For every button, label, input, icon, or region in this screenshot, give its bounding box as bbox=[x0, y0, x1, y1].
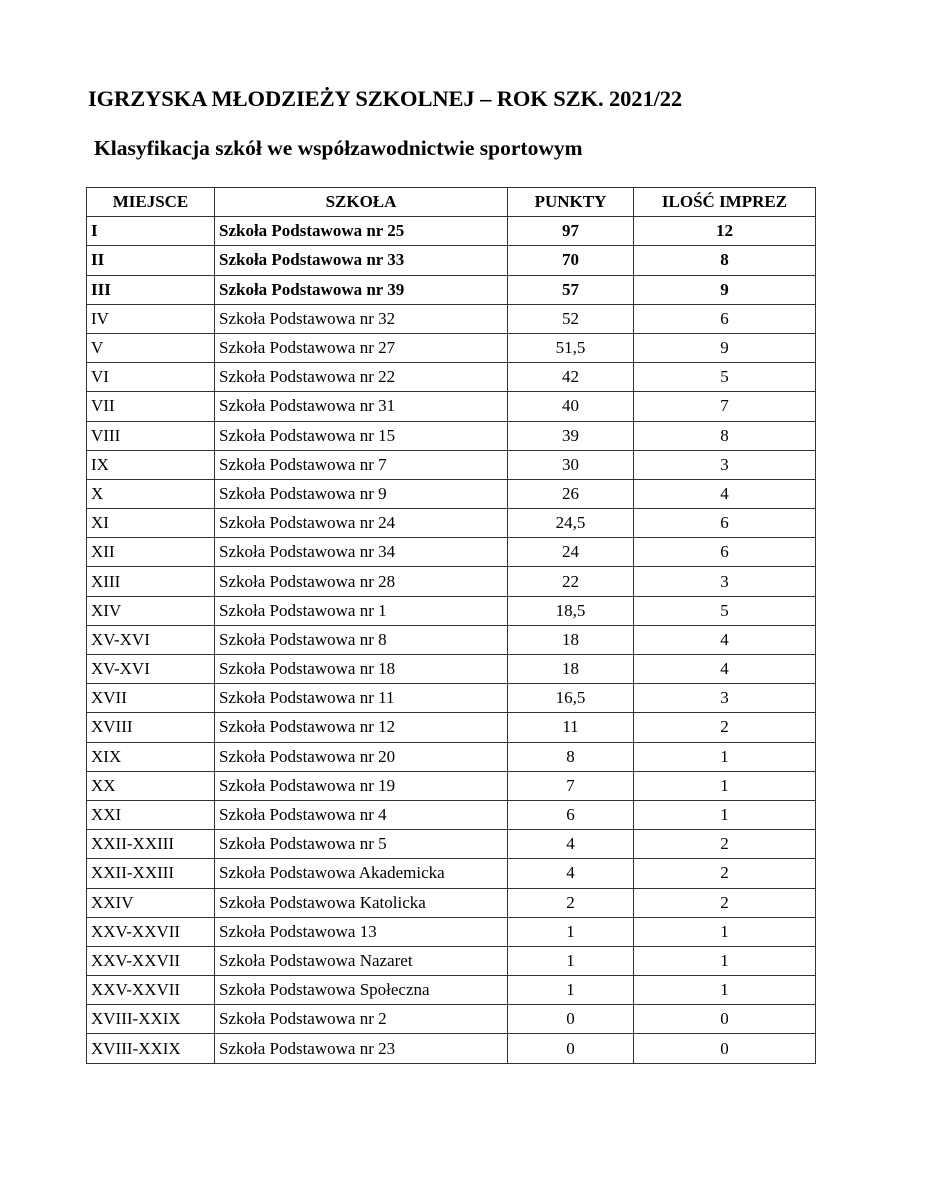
place-cell: II bbox=[87, 246, 215, 275]
points-cell: 8 bbox=[508, 742, 634, 771]
place-cell: XXI bbox=[87, 800, 215, 829]
header-place: MIEJSCE bbox=[87, 188, 215, 217]
school-cell: Szkoła Podstawowa nr 19 bbox=[215, 771, 508, 800]
table-row bbox=[87, 713, 816, 742]
place-cell: I bbox=[87, 217, 215, 246]
table-row bbox=[87, 421, 816, 450]
place-cell: XXIV bbox=[87, 888, 215, 917]
points-cell: 2 bbox=[508, 888, 634, 917]
place-cell: XVIII-XXIX bbox=[87, 1034, 215, 1063]
events-cell: 1 bbox=[634, 946, 816, 975]
school-cell: Szkoła Podstawowa Katolicka bbox=[215, 888, 508, 917]
place-cell: XXV-XXVII bbox=[87, 917, 215, 946]
place-cell: X bbox=[87, 479, 215, 508]
school-cell: Szkoła Podstawowa nr 32 bbox=[215, 304, 508, 333]
events-cell: 1 bbox=[634, 976, 816, 1005]
school-cell: Szkoła Podstawowa nr 15 bbox=[215, 421, 508, 450]
table-row bbox=[87, 450, 816, 479]
place-cell: XIV bbox=[87, 596, 215, 625]
table-row bbox=[87, 859, 816, 888]
events-cell: 3 bbox=[634, 567, 816, 596]
points-cell: 6 bbox=[508, 800, 634, 829]
school-cell: Szkoła Podstawowa nr 20 bbox=[215, 742, 508, 771]
events-cell: 9 bbox=[634, 275, 816, 304]
school-cell: Szkoła Podstawowa nr 31 bbox=[215, 392, 508, 421]
place-cell: XI bbox=[87, 509, 215, 538]
points-cell: 57 bbox=[508, 275, 634, 304]
school-cell: Szkoła Podstawowa 13 bbox=[215, 917, 508, 946]
points-cell: 1 bbox=[508, 946, 634, 975]
table-row bbox=[87, 392, 816, 421]
school-cell: Szkoła Podstawowa Społeczna bbox=[215, 976, 508, 1005]
points-cell: 7 bbox=[508, 771, 634, 800]
events-cell: 3 bbox=[634, 450, 816, 479]
school-cell: Szkoła Podstawowa nr 33 bbox=[215, 246, 508, 275]
points-cell: 97 bbox=[508, 217, 634, 246]
place-cell: XV-XVI bbox=[87, 625, 215, 654]
points-cell: 24 bbox=[508, 538, 634, 567]
school-cell: Szkoła Podstawowa nr 27 bbox=[215, 333, 508, 362]
points-cell: 51,5 bbox=[508, 333, 634, 362]
place-cell: XVIII-XXIX bbox=[87, 1005, 215, 1034]
table-row bbox=[87, 333, 816, 362]
school-cell: Szkoła Podstawowa nr 11 bbox=[215, 684, 508, 713]
events-cell: 9 bbox=[634, 333, 816, 362]
school-cell: Szkoła Podstawowa Nazaret bbox=[215, 946, 508, 975]
events-cell: 0 bbox=[634, 1005, 816, 1034]
table-row bbox=[87, 655, 816, 684]
table-row bbox=[87, 596, 816, 625]
place-cell: VI bbox=[87, 363, 215, 392]
table-row bbox=[87, 275, 816, 304]
table-row bbox=[87, 246, 816, 275]
table-header-row bbox=[87, 188, 816, 217]
points-cell: 18 bbox=[508, 625, 634, 654]
school-cell: Szkoła Podstawowa nr 22 bbox=[215, 363, 508, 392]
school-cell: Szkoła Podstawowa nr 8 bbox=[215, 625, 508, 654]
header-points: PUNKTY bbox=[508, 188, 634, 217]
table-row bbox=[87, 888, 816, 917]
place-cell: XXV-XXVII bbox=[87, 976, 215, 1005]
table-row bbox=[87, 363, 816, 392]
place-cell: IX bbox=[87, 450, 215, 479]
header-school: SZKOŁA bbox=[215, 188, 508, 217]
events-cell: 8 bbox=[634, 246, 816, 275]
table-body bbox=[87, 217, 816, 1063]
header-events: ILOŚĆ IMPREZ bbox=[634, 188, 816, 217]
points-cell: 16,5 bbox=[508, 684, 634, 713]
school-cell: Szkoła Podstawowa nr 39 bbox=[215, 275, 508, 304]
table-row bbox=[87, 771, 816, 800]
table-row bbox=[87, 1005, 816, 1034]
table-row bbox=[87, 742, 816, 771]
school-cell: Szkoła Podstawowa nr 28 bbox=[215, 567, 508, 596]
table-row bbox=[87, 684, 816, 713]
ranking-table bbox=[86, 187, 816, 1064]
points-cell: 18,5 bbox=[508, 596, 634, 625]
table-row bbox=[87, 830, 816, 859]
points-cell: 4 bbox=[508, 830, 634, 859]
school-cell: Szkoła Podstawowa nr 4 bbox=[215, 800, 508, 829]
points-cell: 70 bbox=[508, 246, 634, 275]
events-cell: 5 bbox=[634, 596, 816, 625]
place-cell: XXII-XXIII bbox=[87, 830, 215, 859]
table-row bbox=[87, 304, 816, 333]
events-cell: 1 bbox=[634, 742, 816, 771]
table-row bbox=[87, 1034, 816, 1063]
place-cell: III bbox=[87, 275, 215, 304]
school-cell: Szkoła Podstawowa nr 34 bbox=[215, 538, 508, 567]
events-cell: 6 bbox=[634, 538, 816, 567]
points-cell: 24,5 bbox=[508, 509, 634, 538]
events-cell: 4 bbox=[634, 479, 816, 508]
place-cell: XXII-XXIII bbox=[87, 859, 215, 888]
points-cell: 22 bbox=[508, 567, 634, 596]
events-cell: 8 bbox=[634, 421, 816, 450]
place-cell: XVII bbox=[87, 684, 215, 713]
school-cell: Szkoła Podstawowa nr 23 bbox=[215, 1034, 508, 1063]
school-cell: Szkoła Podstawowa nr 18 bbox=[215, 655, 508, 684]
table-row bbox=[87, 625, 816, 654]
place-cell: XV-XVI bbox=[87, 655, 215, 684]
document-title: IGRZYSKA MŁODZIEŻY SZKOLNEJ – ROK SZK. 2021/22 bbox=[88, 86, 683, 111]
events-cell: 5 bbox=[634, 363, 816, 392]
events-cell: 1 bbox=[634, 800, 816, 829]
points-cell: 40 bbox=[508, 392, 634, 421]
points-cell: 1 bbox=[508, 976, 634, 1005]
points-cell: 39 bbox=[508, 421, 634, 450]
school-cell: Szkoła Podstawowa Akademicka bbox=[215, 859, 508, 888]
table-row bbox=[87, 800, 816, 829]
events-cell: 2 bbox=[634, 888, 816, 917]
school-cell: Szkoła Podstawowa nr 1 bbox=[215, 596, 508, 625]
document-subtitle: Klasyfikacja szkół we współzawodnictwie sportowym bbox=[94, 136, 583, 160]
points-cell: 0 bbox=[508, 1034, 634, 1063]
school-cell: Szkoła Podstawowa nr 9 bbox=[215, 479, 508, 508]
table-row bbox=[87, 538, 816, 567]
place-cell: XIX bbox=[87, 742, 215, 771]
place-cell: IV bbox=[87, 304, 215, 333]
events-cell: 3 bbox=[634, 684, 816, 713]
school-cell: Szkoła Podstawowa nr 24 bbox=[215, 509, 508, 538]
place-cell: V bbox=[87, 333, 215, 362]
table-row bbox=[87, 217, 816, 246]
table-row bbox=[87, 917, 816, 946]
table-row bbox=[87, 976, 816, 1005]
school-cell: Szkoła Podstawowa nr 5 bbox=[215, 830, 508, 859]
points-cell: 1 bbox=[508, 917, 634, 946]
events-cell: 1 bbox=[634, 917, 816, 946]
points-cell: 52 bbox=[508, 304, 634, 333]
points-cell: 0 bbox=[508, 1005, 634, 1034]
events-cell: 4 bbox=[634, 655, 816, 684]
place-cell: XIII bbox=[87, 567, 215, 596]
events-cell: 2 bbox=[634, 713, 816, 742]
events-cell: 7 bbox=[634, 392, 816, 421]
points-cell: 18 bbox=[508, 655, 634, 684]
events-cell: 0 bbox=[634, 1034, 816, 1063]
points-cell: 30 bbox=[508, 450, 634, 479]
points-cell: 26 bbox=[508, 479, 634, 508]
place-cell: XXV-XXVII bbox=[87, 946, 215, 975]
school-cell: Szkoła Podstawowa nr 12 bbox=[215, 713, 508, 742]
table-row bbox=[87, 946, 816, 975]
place-cell: VII bbox=[87, 392, 215, 421]
events-cell: 2 bbox=[634, 830, 816, 859]
school-cell: Szkoła Podstawowa nr 7 bbox=[215, 450, 508, 479]
events-cell: 2 bbox=[634, 859, 816, 888]
events-cell: 12 bbox=[634, 217, 816, 246]
place-cell: VIII bbox=[87, 421, 215, 450]
school-cell: Szkoła Podstawowa nr 2 bbox=[215, 1005, 508, 1034]
table-row bbox=[87, 509, 816, 538]
points-cell: 42 bbox=[508, 363, 634, 392]
school-cell: Szkoła Podstawowa nr 25 bbox=[215, 217, 508, 246]
place-cell: XII bbox=[87, 538, 215, 567]
events-cell: 4 bbox=[634, 625, 816, 654]
place-cell: XVIII bbox=[87, 713, 215, 742]
table-row bbox=[87, 567, 816, 596]
points-cell: 4 bbox=[508, 859, 634, 888]
table-row bbox=[87, 479, 816, 508]
events-cell: 6 bbox=[634, 304, 816, 333]
place-cell: XX bbox=[87, 771, 215, 800]
points-cell: 11 bbox=[508, 713, 634, 742]
events-cell: 1 bbox=[634, 771, 816, 800]
events-cell: 6 bbox=[634, 509, 816, 538]
